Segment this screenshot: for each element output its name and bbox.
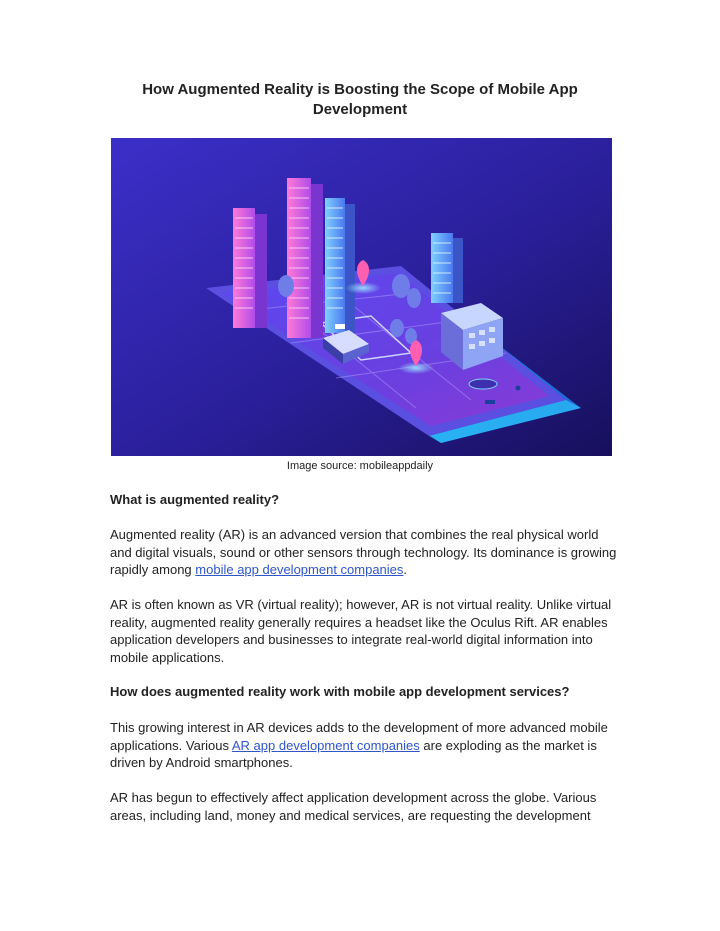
link-ar-app-development-companies[interactable]: AR app development companies xyxy=(231,737,420,753)
paragraph-text: are exploding as the market is driven by Android smartphones. xyxy=(110,737,597,771)
image-caption: Image source: mobileappdaily xyxy=(286,460,434,472)
paragraph-ar-definition xyxy=(110,526,620,579)
link-mobile-app-development-companies[interactable]: mobile app development companies xyxy=(195,562,404,578)
section-heading-how-ar-works: How does augmented reality work with mobile app development services? xyxy=(110,684,570,699)
paragraph-text: Augmented reality (AR) is an advanced version that combines the real physical world and digital visuals, sound or other sensors through technology. Its dominance is growing rapidly among xyxy=(110,527,617,578)
hero-image-ar-city-phone xyxy=(111,138,612,456)
paragraph-ar-global-effect: AR has begun to effectively affect application development across the globe. Various areas, including land, money and medical services, are requesting the development xyxy=(110,790,597,823)
article-title: How Augmented Reality is Boosting the Scope of Mobile App Development xyxy=(142,81,578,118)
paragraph-text: . xyxy=(403,562,408,578)
section-heading-what-is-ar: What is augmented reality? xyxy=(110,492,280,507)
paragraph-ar-growing-interest xyxy=(110,719,620,772)
paragraph-text: This growing interest in AR devices adds to the development of more advanced mobile applications. Various xyxy=(110,720,608,753)
paragraph-ar-vs-vr: AR is often known as VR (virtual reality); however, AR is not virtual reality. Unlike virtual reality, augmented reality generally requires a headset like the Oculus Rift. AR enables application developers and businesses to integrate real-world digital information into mobile applications. xyxy=(110,597,612,665)
